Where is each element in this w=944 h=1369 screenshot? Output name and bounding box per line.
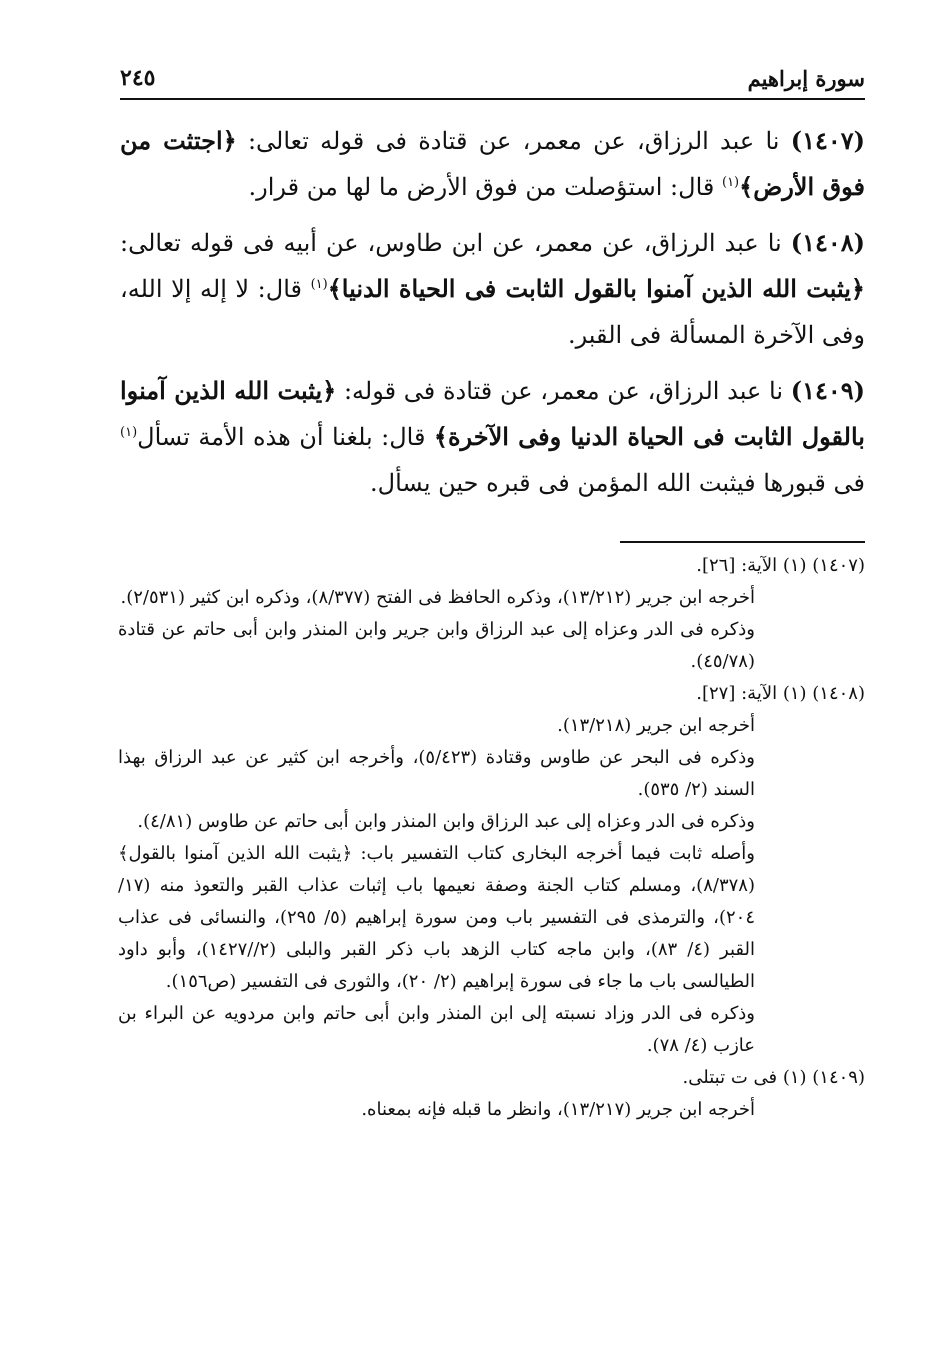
footnotes [118, 550, 865, 1126]
paragraph-text: قال: استؤصلت من فوق الأرض ما لها من قرار. [248, 173, 722, 201]
hadith-number: (١٤٠٩) [790, 376, 865, 405]
quran-quote: ﴿يثبت الله الذين آمنوا بالقول الثابت فى الحياة الدنيا﴾ [327, 274, 865, 303]
hadith-number: (١٤٠٨) [790, 228, 865, 257]
footnote-heading: (١٤٠٨) (١) الآية: [٢٧]. [696, 683, 865, 704]
footnote-heading: (١٤٠٩) (١) فى ت تبتلى. [682, 1067, 865, 1088]
footnote-line: أخرجه ابن جرير (١٣/٢١٢)، وذكره الحافظ فى الفتح (٨/٣٧٧)، وذكره ابن كثير (٢/٥٣١). [120, 587, 755, 608]
footnote-line: أخرجه ابن جرير (١٣/٢١٨). [557, 715, 755, 736]
footnote-marker: (١) [120, 425, 138, 440]
paragraph-text: قال: لا إله إلا الله، وفى الآخرة المسألة فى القبر. [120, 275, 865, 349]
footnote-marker: (١) [310, 277, 328, 292]
paragraph-text: نا عبد الرزاق، عن معمر، عن قتادة فى قوله تعالى: [236, 127, 791, 155]
paragraph-1409 [120, 368, 865, 506]
paragraph-text: نا عبد الرزاق، عن معمر، عن ابن طاوس، عن أبيه فى قوله تعالى: [120, 229, 791, 257]
paragraph-1408 [120, 220, 865, 358]
footnote-line: وذكره فى الدر وزاد نسبته إلى ابن المنذر وابن أبى حاتم وابن مردويه عن البراء بن عازب (٤/ ٧٨). [118, 1003, 755, 1056]
page-header [120, 58, 865, 100]
hadith-number: (١٤٠٧) [790, 126, 865, 155]
main-text [120, 118, 865, 516]
paragraph-text: قال: بلغنا أن هذه الأمة تسأل [137, 423, 434, 451]
footnote-marker: (١) [721, 175, 740, 190]
paragraph-text: فى قبورها فيثبت الله المؤمن فى قبره حين يسأل. [370, 469, 865, 497]
footnote-heading: (١٤٠٧) (١) الآية: [٢٦]. [696, 555, 865, 576]
paragraph-text: نا عبد الرزاق، عن معمر، عن قتادة فى قوله: [336, 377, 791, 405]
page-number: ٢٤٥ [120, 65, 156, 91]
paragraph-1407 [120, 118, 865, 210]
quran-quote: ﴿يثبت الله الذين آمنوا بالقول الثابت فى الحياة الدنيا وفى الآخرة﴾ [120, 376, 865, 451]
footnote-separator [620, 541, 865, 543]
surah-title: سورة إبراهيم [747, 65, 865, 91]
footnote-line: وذكره فى البحر عن طاوس وقتادة (٥/٤٢٣)، وأخرجه ابن كثير عن عبد الرزاق بهذا السند (٢/ ٥٣٥). [118, 747, 755, 800]
quran-quote: ﴿اجتثت من فوق الأرض﴾ [120, 126, 865, 201]
footnote-line: أخرجه ابن جرير (١٣/٢١٧)، وانظر ما قبله فإنه بمعناه. [361, 1099, 755, 1120]
footnote-line: وذكره فى الدر وعزاه إلى عبد الرزاق وابن جرير وابن المنذر وابن أبى حاتم عن قتادة (٤٥/٧٨). [118, 619, 755, 672]
footnote-line: وذكره فى الدر وعزاه إلى عبد الرزاق وابن المنذر وابن أبى حاتم عن طاوس (٤/٨١). [137, 811, 755, 832]
footnote-line: وأصله ثابت فيما أخرجه البخارى كتاب التفسير باب: ﴿يثبت الله الذين آمنوا بالقول﴾ (٨/٣٧٨)، ومسلم كتاب الجنة وصفة نعيمها باب إثبات عذاب القبر والتعوذ منه (١٧/ ٢٠٤)، والترمذى فى التفسير باب ومن سورة إبراهيم (٥/ ٢٩٥)، والنسائى فى عذاب القبر (٤/ ٨٣)، وابن ماجه كتاب الزهد باب ذكر القبر والبلى (٢//١٤٢٧)، وأبو داود الطيالسى باب ما جاء فى سورة إبراهيم (٢/ ٢٠)، والثورى فى التفسير (ص١٥٦). [118, 843, 755, 992]
